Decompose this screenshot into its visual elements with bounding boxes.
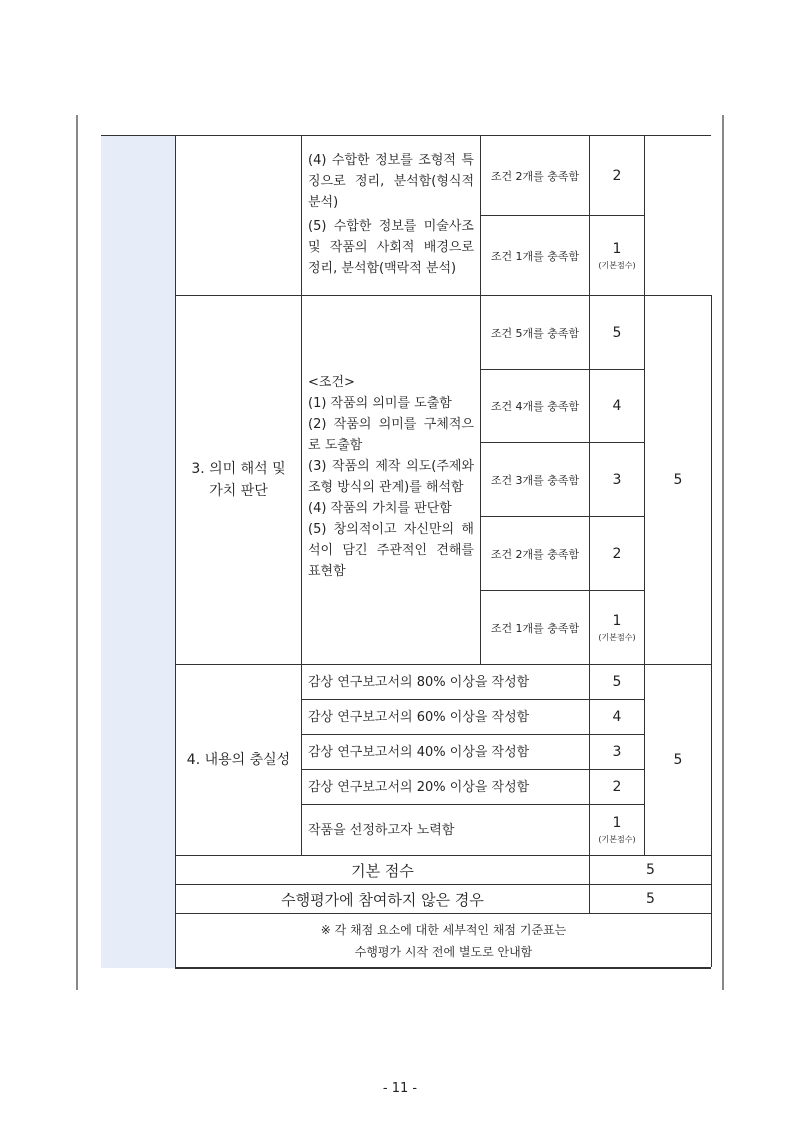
condition-cell: 조건 1개를 충족함 [490, 249, 580, 263]
score-cell [590, 770, 644, 804]
footnote-line: 수행평가 시작 전에 별도로 안내함 [354, 944, 533, 959]
table-bottom-border [175, 967, 711, 969]
score-value: 1 [612, 815, 622, 831]
footnote-line: ※ 각 채점 요소에 대한 세부적인 채점 기준표는 [320, 922, 567, 937]
category-column [101, 135, 175, 968]
condition-cell: 조건 4개를 충족함 [490, 400, 580, 413]
score-value: 1 [612, 240, 622, 257]
score-value: 3 [612, 471, 622, 488]
score-value: 4 [612, 709, 622, 725]
page-frame-right [722, 115, 724, 990]
max-score-value: 5 [673, 752, 683, 768]
description-item: (5) 수합한 정보를 미술사조 및 작품의 사회적 배경으로 정리, 분석함(맥락적 분석) [308, 218, 474, 276]
criterion-title: 4. 내용의 충실성 [186, 752, 291, 768]
score-cell [590, 136, 644, 215]
basic-score-note: (기본점수) [598, 260, 636, 270]
page-frame-left [76, 115, 78, 990]
max-score-cell [645, 296, 711, 664]
score-value: 3 [612, 744, 622, 760]
score-cell [590, 591, 644, 664]
criterion-title: 3. 의미 해석 및 가치 판단 [191, 461, 286, 499]
footnote [176, 914, 711, 967]
score-cell [590, 735, 644, 769]
condition-cell: 감상 연구보고서의 20% 이상을 작성함 [308, 779, 530, 795]
condition-cell: 조건 2개를 충족함 [490, 547, 580, 561]
score-cell [590, 296, 644, 369]
score-value: 4 [612, 398, 622, 414]
score-value: 2 [612, 167, 622, 184]
column-divider [711, 295, 712, 967]
score-cell [590, 517, 644, 590]
condition-list-title: <조건> [308, 375, 355, 390]
basic-score-label: 기본 점수 [351, 861, 414, 880]
score-value: 2 [612, 779, 622, 795]
score-value: 2 [612, 545, 622, 562]
score-cell [590, 216, 644, 295]
score-value: 5 [612, 674, 622, 690]
score-cell [590, 443, 644, 516]
basic-score-note: (기본점수) [598, 835, 636, 844]
max-score-cell [645, 665, 711, 855]
non-participation-label: 수행평가에 참여하지 않은 경우 [281, 890, 484, 909]
description-item: (4) 수합한 정보를 조형적 특징으로 정리, 분석함(형식적 분석) [308, 152, 474, 210]
description-item: (5) 창의적이고 자신만의 해석이 담긴 주관적인 견해를 표현함 [308, 522, 474, 579]
condition-cell: 감상 연구보고서의 40% 이상을 작성함 [308, 744, 530, 760]
page-number: - 11 - [382, 1080, 418, 1096]
condition-list [302, 372, 480, 590]
condition-cell: 조건 2개를 충족함 [490, 169, 580, 183]
basic-score-note: (기본점수) [598, 632, 636, 642]
score-cell [590, 805, 644, 855]
score-value: 1 [612, 612, 622, 629]
description-item: (1) 작품의 의미를 도출함 [308, 396, 452, 411]
condition-cell: 조건 3개를 충족함 [490, 473, 580, 487]
description-item: (2) 작품의 의미를 구체적으로 도출함 [308, 417, 474, 453]
description-item: (4) 작품의 가치를 판단함 [308, 501, 452, 516]
non-participation-value: 5 [646, 891, 655, 907]
score-cell [590, 665, 644, 699]
score-cell [590, 370, 644, 442]
condition-cell: 조건 1개를 충족함 [490, 621, 580, 635]
basic-score-value: 5 [646, 862, 655, 878]
max-score-value: 5 [673, 472, 683, 488]
condition-cell: 조건 5개를 충족함 [490, 326, 580, 340]
score-cell [590, 700, 644, 734]
description-item: (3) 작품의 제작 의도(주제와 조형 방식의 관계)를 해석함 [308, 459, 474, 495]
condition-cell: 작품을 선정하고자 노력함 [308, 822, 455, 838]
score-value: 5 [612, 324, 622, 341]
condition-cell: 감상 연구보고서의 60% 이상을 작성함 [308, 709, 530, 725]
condition-cell: 감상 연구보고서의 80% 이상을 작성함 [308, 674, 530, 690]
